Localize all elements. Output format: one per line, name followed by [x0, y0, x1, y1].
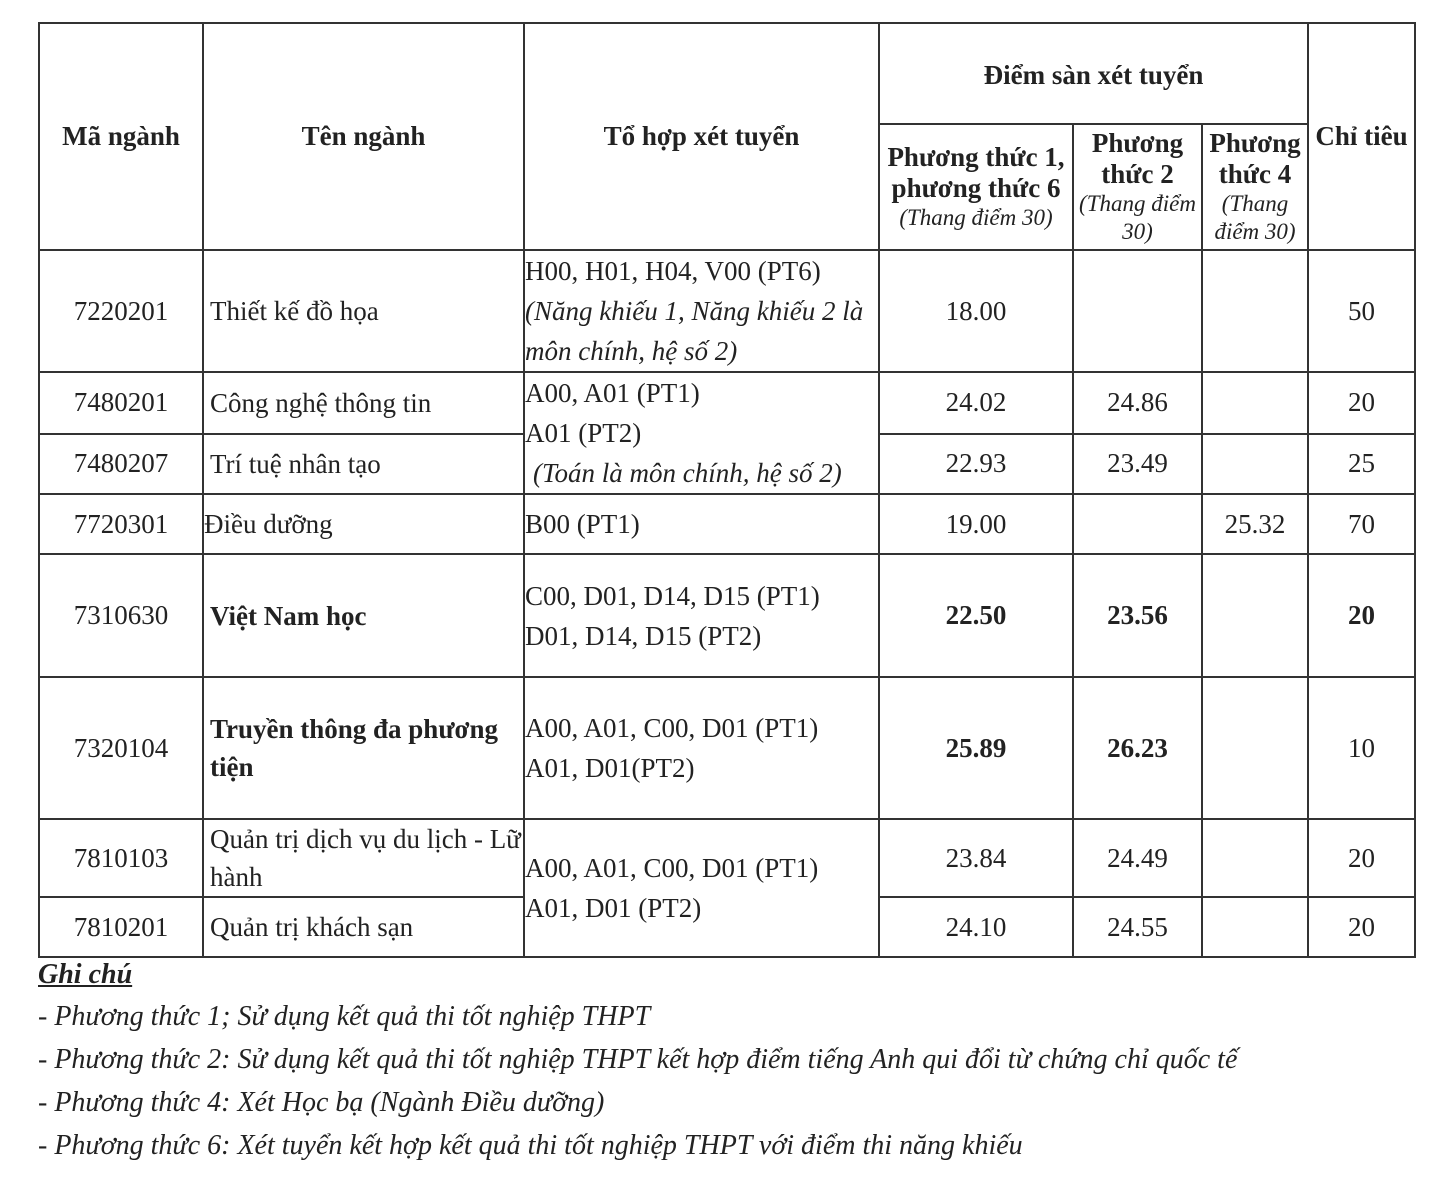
combo-line: B00 (PT1) [525, 509, 640, 539]
combo-line: A00, A01 (PT1) [525, 378, 700, 408]
combo-note: (Năng khiếu 1, Năng khiếu 2 là môn chính, hệ số 2) [525, 296, 864, 366]
combo-line: D01, D14, D15 (PT2) [525, 620, 762, 651]
cell-to-hop [524, 677, 879, 819]
combo-line: H00, H01, H04, V00 (PT6) [525, 256, 821, 286]
cell-ma: 7220201 [39, 250, 203, 372]
combo-line: A00, A01, C00, D01 (PT1) [525, 853, 819, 883]
table-row [39, 677, 1415, 819]
cell-ten: Công nghệ thông tin [203, 372, 524, 434]
admission-score-table [38, 22, 1416, 958]
cell-pt16: 18.00 [879, 250, 1073, 372]
cell-ten: Quản trị dịch vụ du lịch - Lữ hành [203, 819, 524, 897]
note-item: - Phương thức 4: Xét Học bạ (Ngành Điều dưỡng) [38, 1087, 605, 1118]
cell-pt2 [1073, 250, 1202, 372]
cell-pt4 [1202, 819, 1308, 897]
header-pt4-title: Phương thức 4 [1209, 128, 1301, 189]
cell-ma: 7320104 [39, 677, 203, 819]
cell-pt16: 22.93 [879, 434, 1073, 495]
cell-ten: Thiết kế đồ họa [203, 250, 524, 372]
header-pt16-sub: (Thang điểm 30) [899, 205, 1053, 230]
header-ten-nganh: Tên ngành [203, 23, 524, 250]
cell-ten: Quản trị khách sạn [203, 897, 524, 957]
cell-to-hop [524, 819, 879, 957]
table-row [39, 819, 1415, 897]
cell-pt4 [1202, 434, 1308, 495]
note-item: - Phương thức 1; Sử dụng kết quả thi tốt nghiệp THPT [38, 1001, 651, 1032]
cell-ma: 7480207 [39, 434, 203, 495]
cell-to-hop [524, 250, 879, 372]
header-pt16-title: Phương thức 1, phương thức 6 [887, 142, 1065, 203]
cell-chi-tieu: 25 [1308, 434, 1415, 495]
cell-pt2 [1073, 494, 1202, 554]
header-ma-nganh: Mã ngành [39, 23, 203, 250]
cell-chi-tieu: 20 [1308, 819, 1415, 897]
combo-line: A00, A01, C00, D01 (PT1) [525, 713, 819, 743]
notes-title: Ghi chú [38, 959, 133, 990]
cell-chi-tieu: 50 [1308, 250, 1415, 372]
cell-pt16: 24.10 [879, 897, 1073, 957]
cell-pt4 [1202, 677, 1308, 819]
header-pt2 [1073, 124, 1202, 250]
cell-pt4 [1202, 250, 1308, 372]
cell-pt4: 25.32 [1202, 494, 1308, 554]
cell-to-hop [524, 372, 879, 494]
cell-pt2: 24.55 [1073, 897, 1202, 957]
cell-pt16: 24.02 [879, 372, 1073, 434]
combo-line: A01 (PT2) [525, 418, 642, 448]
cell-chi-tieu: 20 [1308, 897, 1415, 957]
header-to-hop: Tổ hợp xét tuyển [524, 23, 879, 250]
cell-to-hop [524, 554, 879, 677]
combo-line: C00, D01, D14, D15 (PT1) [525, 580, 820, 611]
combo-line: A01, D01 (PT2) [525, 893, 702, 923]
table-row [39, 494, 1415, 554]
header-pt4-sub: (Thang điểm 30) [1214, 191, 1296, 244]
cell-ma: 7720301 [39, 494, 203, 554]
header-chi-tieu: Chỉ tiêu [1308, 23, 1415, 250]
cell-ten: Việt Nam học [203, 554, 524, 677]
cell-chi-tieu: 20 [1308, 372, 1415, 434]
cell-chi-tieu: 10 [1308, 677, 1415, 819]
header-pt2-title: Phương thức 2 [1091, 128, 1184, 189]
note-item: - Phương thức 2: Sử dụng kết quả thi tốt nghiệp THPT kết hợp điểm tiếng Anh qui đổi từ chứng chỉ quốc tế [38, 1044, 1238, 1075]
header-pt4 [1202, 124, 1308, 250]
cell-ma: 7810103 [39, 819, 203, 897]
cell-chi-tieu: 70 [1308, 494, 1415, 554]
table-row [39, 372, 1415, 434]
cell-pt16: 19.00 [879, 494, 1073, 554]
cell-pt4 [1202, 372, 1308, 434]
cell-pt16: 23.84 [879, 819, 1073, 897]
cell-pt2: 24.86 [1073, 372, 1202, 434]
cell-to-hop [524, 494, 879, 554]
note-item: - Phương thức 6: Xét tuyển kết hợp kết quả thi tốt nghiệp THPT với điểm thi năng khiếu [38, 1130, 1023, 1161]
cell-pt4 [1202, 897, 1308, 957]
header-pt2-sub: (Thang điểm 30) [1079, 191, 1196, 244]
combo-line: A01, D01(PT2) [525, 753, 695, 783]
cell-pt16: 22.50 [879, 554, 1073, 677]
cell-pt2: 26.23 [1073, 677, 1202, 819]
table-row [39, 554, 1415, 677]
cell-ma: 7310630 [39, 554, 203, 677]
cell-ma: 7810201 [39, 897, 203, 957]
cell-pt16: 25.89 [879, 677, 1073, 819]
header-pt16 [879, 124, 1073, 250]
cell-pt2: 23.56 [1073, 554, 1202, 677]
cell-ten: Truyền thông đa phương tiện [203, 677, 524, 819]
notes-section [38, 955, 1438, 1167]
cell-chi-tieu: 20 [1308, 554, 1415, 677]
combo-note: (Toán là môn chính, hệ số 2) [533, 458, 842, 488]
cell-pt2: 24.49 [1073, 819, 1202, 897]
cell-pt4 [1202, 554, 1308, 677]
cell-ten: Trí tuệ nhân tạo [203, 434, 524, 495]
header-diem-san: Điểm sàn xét tuyển [879, 23, 1308, 124]
cell-ma: 7480201 [39, 372, 203, 434]
cell-ten: Điều dưỡng [203, 494, 524, 554]
cell-pt2: 23.49 [1073, 434, 1202, 495]
table-row [39, 250, 1415, 372]
